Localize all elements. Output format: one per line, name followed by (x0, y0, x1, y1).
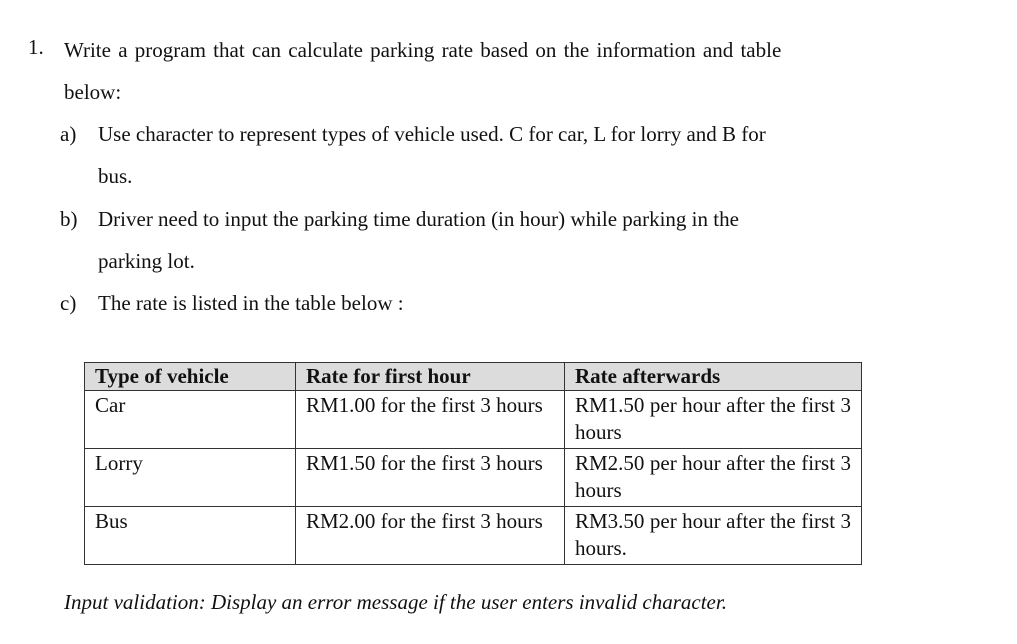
subitem-b-label: b) (60, 207, 78, 231)
input-validation-note: Input validation: Display an error message if the user enters invalid character. (64, 590, 727, 614)
question-number: 1. (28, 35, 44, 59)
subitem-a-continuation: bus. (98, 164, 133, 188)
header-rate-afterwards: Rate afterwards (565, 363, 862, 391)
question-text-line-2: below: (64, 80, 122, 104)
header-rate-first-hour: Rate for first hour (296, 363, 565, 391)
first-rate-cell: RM1.00 for the first 3 hours (296, 391, 565, 449)
after-rate-cell: RM1.50 per hour after the first 3 hours (565, 391, 862, 449)
subitem-b (60, 207, 739, 232)
table-header-row (85, 363, 862, 391)
subitem-a (60, 122, 766, 147)
question-text-line-1: Write a program that can calculate parking rate based on the information and table (64, 38, 782, 62)
subitem-b-text: Driver need to input the parking time duration (in hour) while parking in the (98, 207, 739, 231)
vehicle-cell: Lorry (85, 449, 296, 507)
subitem-c-text: The rate is listed in the table below : (98, 291, 404, 315)
first-rate-cell: RM2.00 for the first 3 hours (296, 507, 565, 565)
vehicle-cell: Car (85, 391, 296, 449)
header-type-of-vehicle: Type of vehicle (85, 363, 296, 391)
first-rate-cell: RM1.50 for the first 3 hours (296, 449, 565, 507)
after-rate-cell: RM3.50 per hour after the first 3 hours. (565, 507, 862, 565)
after-rate-cell: RM2.50 per hour after the first 3 hours (565, 449, 862, 507)
subitem-a-label: a) (60, 122, 77, 146)
vehicle-cell: Bus (85, 507, 296, 565)
table-row (85, 449, 862, 507)
parking-rate-table (84, 362, 862, 565)
subitem-c-label: c) (60, 291, 77, 315)
table-row (85, 391, 862, 449)
subitem-a-text: Use character to represent types of vehicle used. C for car, L for lorry and B for (98, 122, 766, 146)
table-row (85, 507, 862, 565)
subitem-c (60, 291, 404, 316)
subitem-b-continuation: parking lot. (98, 249, 195, 273)
